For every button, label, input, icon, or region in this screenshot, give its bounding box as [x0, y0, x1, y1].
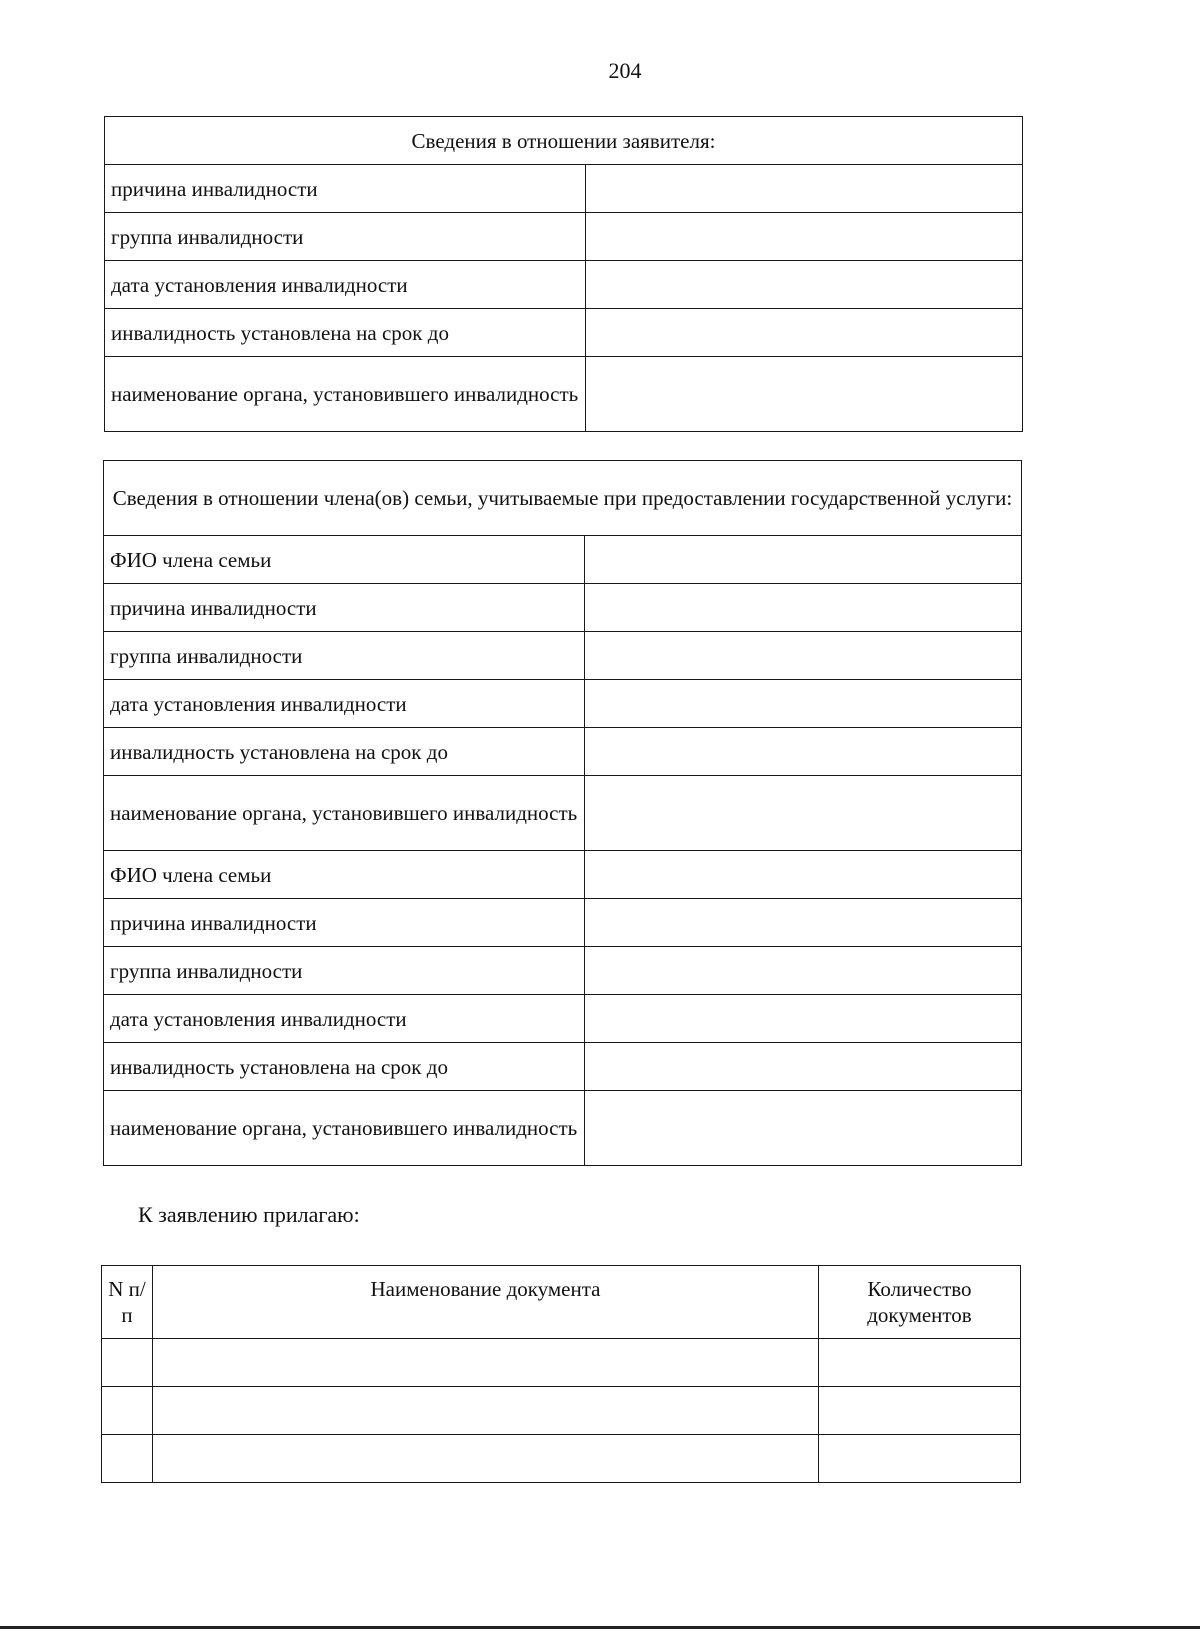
page-number: 204 — [608, 58, 642, 83]
family-row-label: причина инвалидности — [104, 899, 585, 947]
bottom-edge-line — [0, 1626, 1200, 1629]
family-row-label: дата установления инвалидности — [104, 680, 585, 728]
attachment-name-cell[interactable] — [153, 1339, 819, 1387]
family-row-label: наименование органа, установившего инвалидность — [104, 776, 585, 851]
family-info-table — [103, 460, 1022, 1166]
family-row-value[interactable] — [585, 680, 1022, 728]
applicant-row-label: наименование органа, установившего инвалидность — [105, 357, 586, 432]
family-row-value[interactable] — [585, 851, 1022, 899]
family-row-label: инвалидность установлена на срок до — [104, 728, 585, 776]
applicant-row-value[interactable] — [586, 357, 1023, 432]
column-document-count: Количество документов — [819, 1266, 1021, 1339]
applicant-section-heading: Сведения в отношении заявителя: — [105, 117, 1023, 165]
attachments-label: К заявлению прилагаю: — [138, 1202, 360, 1227]
family-row-label: инвалидность установлена на срок до — [104, 1043, 585, 1091]
applicant-row-value[interactable] — [586, 261, 1023, 309]
family-row-label: причина инвалидности — [104, 584, 585, 632]
family-row-label: ФИО члена семьи — [104, 851, 585, 899]
attachment-count-cell[interactable] — [819, 1339, 1021, 1387]
family-row-value[interactable] — [585, 995, 1022, 1043]
attachment-number-cell[interactable] — [102, 1387, 153, 1435]
family-row-value[interactable] — [585, 728, 1022, 776]
family-section-heading: Сведения в отношении члена(ов) семьи, учитываемые при предоставлении государственной услуги: — [104, 461, 1022, 536]
attachment-name-cell[interactable] — [153, 1435, 819, 1483]
family-row-value[interactable] — [585, 632, 1022, 680]
attachment-number-cell[interactable] — [102, 1435, 153, 1483]
attachment-name-cell[interactable] — [153, 1387, 819, 1435]
family-row-label: дата установления инвалидности — [104, 995, 585, 1043]
applicant-row-value[interactable] — [586, 309, 1023, 357]
family-row-value[interactable] — [585, 899, 1022, 947]
family-row-value[interactable] — [585, 1091, 1022, 1166]
family-row-label: ФИО члена семьи — [104, 536, 585, 584]
column-number: N п/п — [102, 1266, 153, 1339]
attachment-count-cell[interactable] — [819, 1435, 1021, 1483]
attachment-count-cell[interactable] — [819, 1387, 1021, 1435]
family-row-value[interactable] — [585, 1043, 1022, 1091]
family-row-value[interactable] — [585, 584, 1022, 632]
applicant-row-label: причина инвалидности — [105, 165, 586, 213]
family-row-value[interactable] — [585, 536, 1022, 584]
family-row-label: наименование органа, установившего инвалидность — [104, 1091, 585, 1166]
applicant-row-label: дата установления инвалидности — [105, 261, 586, 309]
family-row-label: группа инвалидности — [104, 947, 585, 995]
family-row-value[interactable] — [585, 947, 1022, 995]
applicant-row-value[interactable] — [586, 213, 1023, 261]
attachment-number-cell[interactable] — [102, 1339, 153, 1387]
applicant-row-label: инвалидность установлена на срок до — [105, 309, 586, 357]
applicant-info-table — [104, 116, 1023, 432]
family-row-value[interactable] — [585, 776, 1022, 851]
family-row-label: группа инвалидности — [104, 632, 585, 680]
attachments-table — [101, 1265, 1021, 1483]
applicant-row-value[interactable] — [586, 165, 1023, 213]
column-document-name: Наименование документа — [153, 1266, 819, 1339]
applicant-row-label: группа инвалидности — [105, 213, 586, 261]
